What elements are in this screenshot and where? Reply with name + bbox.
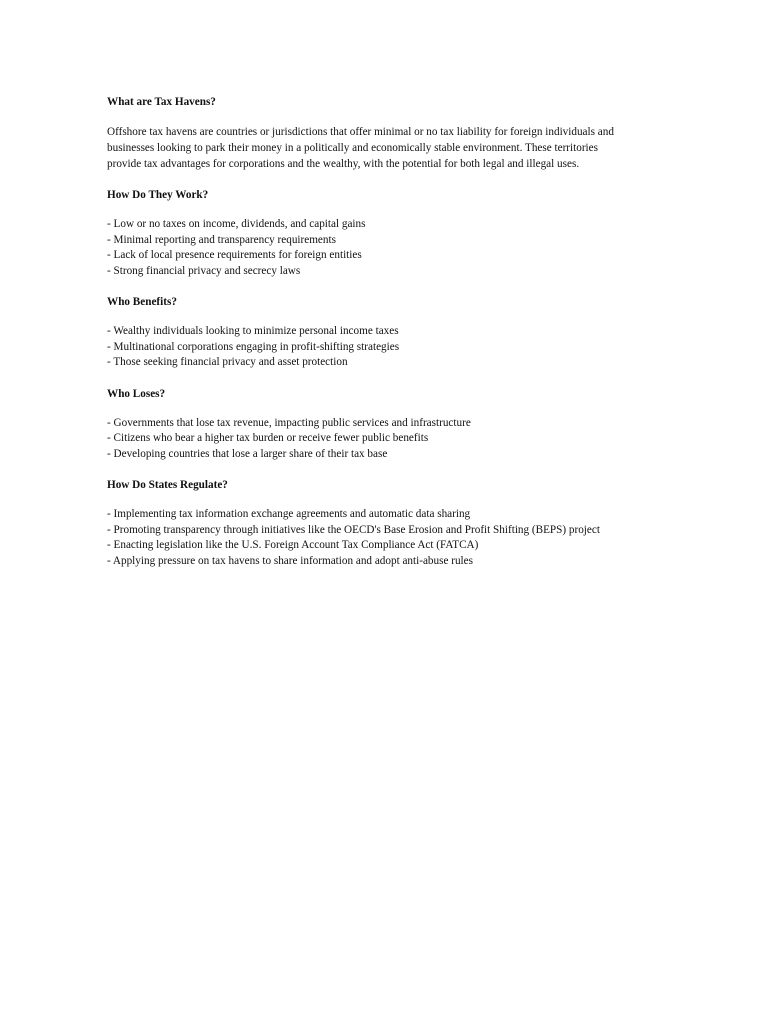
list-item: - Implementing tax information exchange agreements and automatic data sharing bbox=[107, 508, 471, 520]
list-item: - Those seeking financial privacy and asset protection bbox=[107, 356, 348, 368]
list-item: - Applying pressure on tax havens to share information and adopt anti-abuse rules bbox=[107, 554, 473, 567]
list-item: - Citizens who bear a higher tax burden or receive fewer public benefits bbox=[107, 432, 429, 444]
list-item: - Strong financial privacy and secrecy laws bbox=[107, 264, 301, 277]
section-heading: What are Tax Havens? bbox=[107, 96, 216, 108]
bullet-list bbox=[107, 324, 667, 371]
bullet-list bbox=[107, 507, 667, 569]
list-item: - Wealthy individuals looking to minimize personal income taxes bbox=[107, 325, 399, 337]
list-item: - Lack of local presence requirements for foreign entities bbox=[107, 249, 362, 261]
list-item: - Developing countries that lose a larger share of their tax base bbox=[107, 447, 388, 460]
section-heading: Who Benefits? bbox=[107, 296, 177, 308]
section-heading: How Do They Work? bbox=[107, 189, 209, 201]
paragraph-line: Offshore tax havens are countries or jurisdictions that offer minimal or no tax liability for foreign individuals and bbox=[107, 126, 614, 138]
list-item: - Minimal reporting and transparency requirements bbox=[107, 233, 336, 246]
section-what-are-tax-havens bbox=[107, 94, 667, 187]
section-heading: How Do States Regulate? bbox=[107, 479, 228, 491]
section-who-loses bbox=[107, 386, 667, 478]
paragraph-line: businesses looking to park their money in a politically and economically stable environment. These territories bbox=[107, 142, 598, 154]
section-how-do-they-work bbox=[107, 187, 667, 294]
bullet-list bbox=[107, 416, 667, 463]
section-paragraph bbox=[107, 124, 667, 172]
list-item: - Low or no taxes on income, dividends, and capital gains bbox=[107, 218, 366, 230]
section-how-do-states-regulate bbox=[107, 477, 667, 569]
section-who-benefits bbox=[107, 294, 667, 386]
list-item: - Enacting legislation like the U.S. Foreign Account Tax Compliance Act (FATCA) bbox=[107, 539, 479, 551]
document-page bbox=[107, 94, 667, 569]
list-item: - Multinational corporations engaging in profit-shifting strategies bbox=[107, 340, 400, 353]
list-item: - Governments that lose tax revenue, impacting public services and infrastructure bbox=[107, 416, 471, 429]
list-item: - Promoting transparency through initiatives like the OECD's Base Erosion and Profit Shifting (BEPS) project bbox=[107, 523, 600, 536]
bullet-list bbox=[107, 217, 667, 279]
paragraph-line: provide tax advantages for corporations and the wealthy, with the potential for both legal and illegal uses. bbox=[107, 158, 580, 170]
section-heading: Who Loses? bbox=[107, 387, 166, 400]
